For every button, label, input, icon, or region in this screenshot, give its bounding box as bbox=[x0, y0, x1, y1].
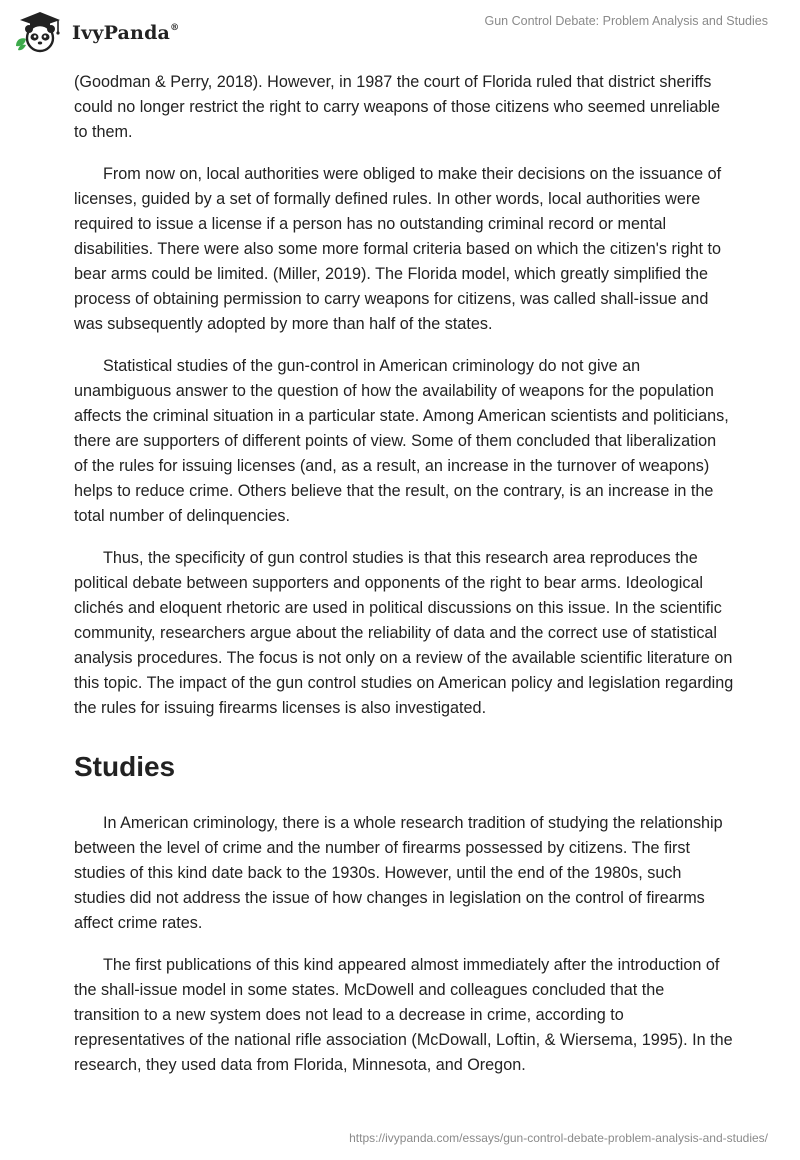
paragraph: Statistical studies of the gun-control in American criminology do not give an unambiguous answer to the question of how the availability of weapons for the population affects the criminal situation in a particular state. Among American scientists and politicians, there are supporters of different points of view. Some of them concluded that liberalization of the rules for issuing licenses (and, as a result, an increase in the turnover of weapons) helps to reduce crime. Others believe that the result, on the contrary, is an increase in the total number of delinquencies. bbox=[74, 357, 729, 525]
paragraph: (Goodman & Perry, 2018). However, in 1987 the court of Florida ruled that district sheriffs could no longer restrict the right to carry weapons of those citizens who seemed unreliable to them. bbox=[74, 73, 721, 141]
section-heading-studies: Studies bbox=[74, 751, 176, 782]
ivypanda-logo[interactable] bbox=[14, 8, 179, 54]
panda-graduate-icon bbox=[14, 8, 66, 54]
paragraph: From now on, local authorities were obliged to make their decisions on the issuance of licenses, guided by a set of formally defined rules. In other words, local authorities were required to issue a license if a person has no outstanding criminal record or mental disabilities. There were also some more formal criteria based on which the citizen's right to bear arms could be limited. (Miller, 2019). The Florida model, which greatly simplified the process of obtaining permission to carry weapons for citizens, was called shall-issue and was subsequently adopted by more than half of the states. bbox=[74, 165, 722, 333]
article-body bbox=[74, 70, 734, 1095]
logo-wordmark: IvyPanda® bbox=[72, 22, 180, 44]
page-header bbox=[0, 0, 800, 64]
paragraph: In American criminology, there is a whole research tradition of studying the relationship between the level of crime and the number of firearms possessed by citizens. The first studies of this kind date back to the 1930s. However, until the end of the 1980s, such studies did not address the issue of how changes in legislation on the control of firearms affect crime rates. bbox=[74, 814, 723, 932]
source-url-link[interactable]: https://ivypanda.com/essays/gun-control-debate-problem-analysis-and-studies/ bbox=[349, 1131, 768, 1145]
paragraph: The first publications of this kind appeared almost immediately after the introduction of the shall-issue model in some states. McDowell and colleagues concluded that the transition to a new system does not lead to a decrease in crime, according to representatives of the national rifle association (McDowall, Loftin, & Wiersema, 1995). In the research, they used data from Florida, Minnesota, and Oregon. bbox=[74, 956, 733, 1074]
document-title: Gun Control Debate: Problem Analysis and Studies bbox=[484, 14, 768, 28]
paragraph: Thus, the specificity of gun control studies is that this research area reproduces the political debate between supporters and opponents of the right to bear arms. Ideological clichés and eloquent rhetoric are used in political discussions on this issue. In the scientific community, researchers argue about the reliability of data and the correct use of statistical analysis procedures. The focus is not only on a review of the available scientific literature on this topic. The impact of the gun control studies on American policy and legislation regarding the rules for issuing firearms licenses is also investigated. bbox=[74, 549, 734, 717]
